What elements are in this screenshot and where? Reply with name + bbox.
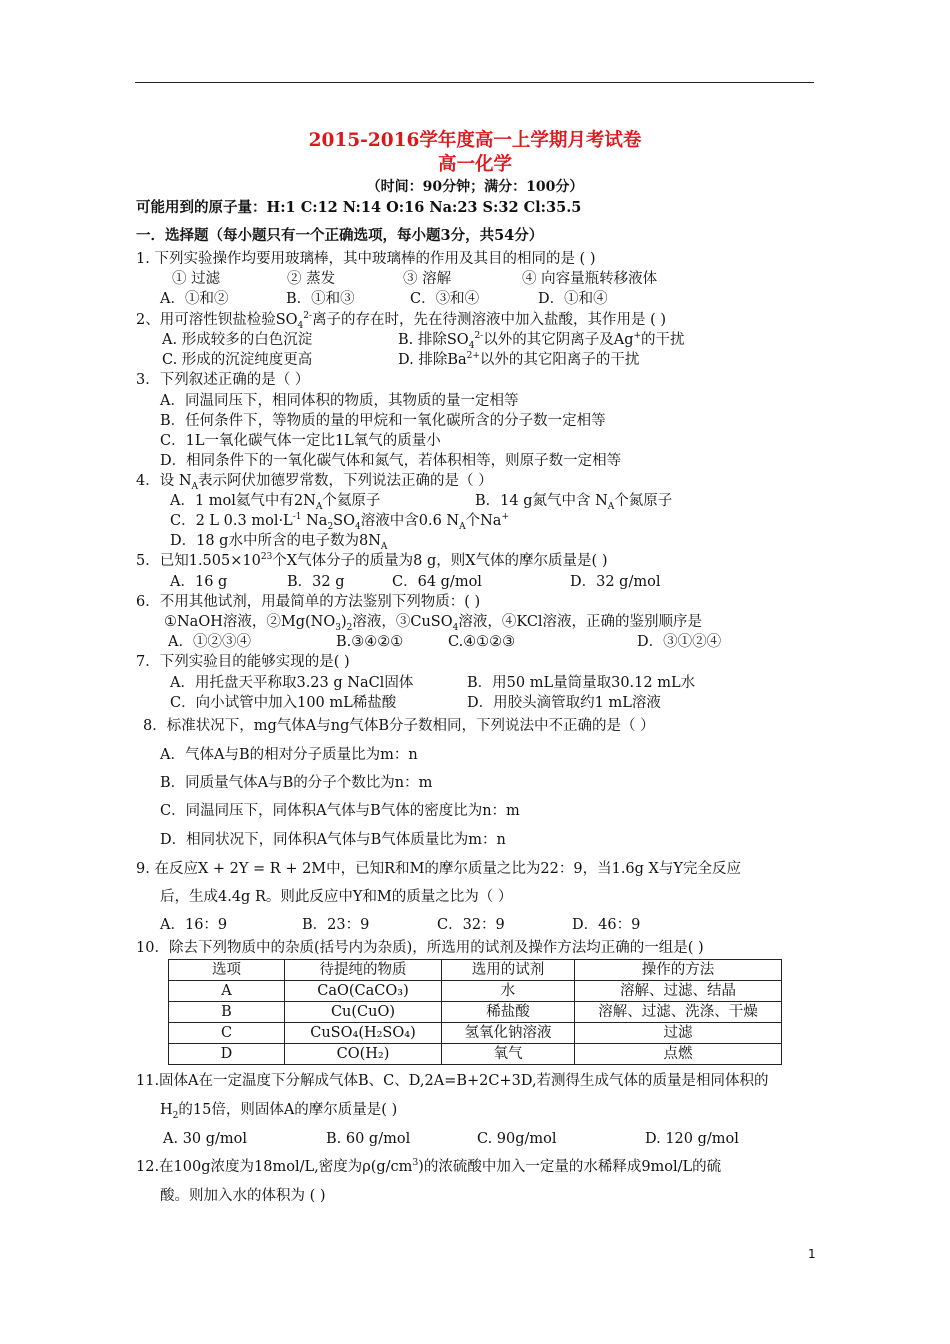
table-cell: A bbox=[169, 981, 285, 1002]
table-row bbox=[169, 1044, 782, 1065]
table-cell: CuSO₄(H₂SO₄) bbox=[285, 1023, 442, 1044]
exam-title: 2015-2016学年度高一上学期月考试卷 bbox=[308, 130, 642, 151]
time-info: （时间：90分钟；满分：100分） bbox=[366, 179, 584, 195]
q3-stem: 3．下列叙述正确的是（ ） bbox=[136, 372, 310, 388]
q11-option-d: D. 120 g/mol bbox=[645, 1131, 739, 1147]
table-header-cell: 操作的方法 bbox=[575, 960, 782, 981]
atomic-masses: 可能用到的原子量：H:1 C:12 N:14 O:16 Na:23 S:32 Cl:35.5 bbox=[136, 199, 582, 216]
table-header-cell: 待提纯的物质 bbox=[285, 960, 442, 981]
q5-option-a: A．16 g bbox=[170, 574, 228, 590]
q2-option-b: B. 排除$SO_4^{2-}$以外的其它阴离子及Ag+的干扰 bbox=[398, 331, 685, 351]
q7-option-d: D．用胶头滴管取约1 mL溶液 bbox=[467, 695, 661, 711]
q5-option-b: B．32 g bbox=[287, 574, 345, 590]
q12-line1: 12.在100g浓度为18mol/L,密度为$\rho(g/cm^3)$的浓硫酸中加入一定量的水稀释成9mol/L的硫 bbox=[136, 1158, 722, 1175]
table-cell: 氧气 bbox=[442, 1044, 575, 1065]
table-cell: 氢氧化钠溶液 bbox=[442, 1023, 575, 1044]
q8-option-c: C．同温同压下，同体积A气体与B气体的密度比为n：m bbox=[160, 803, 520, 819]
table-cell: 水 bbox=[442, 981, 575, 1002]
q7-option-c: C．向小试管中加入100 mL稀盐酸 bbox=[170, 695, 397, 711]
table-header-cell: 选用的试剂 bbox=[442, 960, 575, 981]
q6-option-d: D．③①②④ bbox=[637, 634, 722, 650]
table-cell: CO(H₂) bbox=[285, 1044, 442, 1065]
q9-option-a: A．16：9 bbox=[160, 917, 228, 933]
q6-option-a: A．①②③④ bbox=[168, 634, 251, 650]
q1-option-b: B．①和③ bbox=[286, 291, 355, 307]
q7-option-a: A．用托盘天平称取3.23 g NaCl固体 bbox=[170, 675, 414, 691]
q9-option-c: C．32：9 bbox=[437, 917, 505, 933]
q1-stem: 1. 下列实验操作均要用玻璃棒，其中玻璃棒的作用及其目的相同的是 ( ) bbox=[136, 251, 596, 267]
q5-option-d: D．32 g/mol bbox=[570, 574, 661, 590]
q7-option-b: B．用50 mL量筒量取30.12 mL水 bbox=[467, 675, 696, 691]
table-cell: 过滤 bbox=[575, 1023, 782, 1044]
table-cell: C bbox=[169, 1023, 285, 1044]
q2-option-a: A. 形成较多的白色沉淀 bbox=[162, 332, 313, 348]
q3-option-c: C．1L一氧化碳气体一定比1L氧气的质量小 bbox=[160, 433, 441, 449]
header-rule bbox=[135, 82, 814, 83]
q6-stem: 6．不用其他试剂，用最简单的方法鉴别下列物质：( ) bbox=[136, 594, 481, 610]
q1-item-4: ④ 向容量瓶转移液体 bbox=[522, 271, 658, 287]
q4-option-b: B．14 g氮气中含 $N_A$个氮原子 bbox=[475, 493, 673, 512]
q6-substances: ①NaOH溶液，$②Mg(NO_3)_2$溶液，③CuSO$_4$溶液，④KCl溶液，正确的鉴别顺序是 bbox=[164, 614, 703, 633]
q1-option-a: A．①和② bbox=[160, 291, 229, 307]
table-cell: 溶解、过滤、结晶 bbox=[575, 981, 782, 1002]
q1-option-c: C．③和④ bbox=[410, 291, 480, 307]
q9-line2: 后，生成4.4g R。则此反应中Y和M的质量之比为（ ） bbox=[160, 889, 513, 905]
q2-option-d: D. 排除$Ba^{2+}$以外的其它阳离子的干扰 bbox=[398, 351, 640, 368]
q4-stem: 4．设 $N_A$表示阿伏加德罗常数，下列说法正确的是（ ） bbox=[136, 473, 493, 492]
q3-option-a: A．同温同压下，相同体积的物质，其物质的量一定相等 bbox=[160, 393, 519, 409]
q6-option-c: C.④①②③ bbox=[448, 634, 516, 650]
q6-option-b: B.③④②① bbox=[336, 634, 404, 650]
q12-line2: 酸。则加入水的体积为 ( ) bbox=[160, 1188, 326, 1204]
table-row bbox=[169, 1023, 782, 1044]
q8-stem: 8．标准状况下，mg气体A与ng气体B分子数相同，下列说法中不正确的是（ ） bbox=[143, 718, 655, 734]
q10-stem: 10．除去下列物质中的杂质(括号内为杂质)，所选用的试剂及操作方法均正确的一组是( ) bbox=[136, 940, 704, 956]
q1-item-3: ③ 溶解 bbox=[403, 271, 452, 287]
table-row bbox=[169, 981, 782, 1002]
q11-option-a: A. 30 g/mol bbox=[163, 1131, 248, 1147]
q4-option-a: A．1 mol氦气中有$2N_A$个氦原子 bbox=[170, 493, 381, 512]
table-header-row bbox=[169, 960, 782, 981]
q11-line1: 11.固体A在一定温度下分解成气体B、C、D,2A=B+2C+3D,若测得生成气体的质量是相同体积的 bbox=[136, 1073, 769, 1089]
section-heading: 一．选择题（每小题只有一个正确选项，每小题3分，共54分） bbox=[136, 227, 544, 244]
q9-option-b: B．23：9 bbox=[302, 917, 370, 933]
q8-option-b: B．同质量气体A与B的分子个数比为n：m bbox=[160, 775, 433, 791]
q3-option-b: B．任何条件下，等物质的量的甲烷和一氧化碳所含的分子数一定相等 bbox=[160, 413, 606, 429]
table-cell: CaO(CaCO₃) bbox=[285, 981, 442, 1002]
q1-item-1: ① 过滤 bbox=[172, 271, 221, 287]
q11-option-c: C. 90g/mol bbox=[477, 1131, 557, 1147]
q5-stem: 5．已知$1.505\times 10^{23}$个X气体分子的质量为8 g，则X气体的摩尔质量是( ) bbox=[136, 552, 608, 569]
q7-stem: 7．下列实验目的能够实现的是( ) bbox=[136, 654, 350, 670]
exam-subject: 高一化学 bbox=[437, 154, 512, 175]
table-cell: 稀盐酸 bbox=[442, 1002, 575, 1023]
page-number: 1 bbox=[808, 1247, 816, 1261]
q11-option-b: B. 60 g/mol bbox=[326, 1131, 411, 1147]
q5-option-c: C．64 g/mol bbox=[392, 574, 482, 590]
q8-option-a: A．气体A与B的相对分子质量比为m：n bbox=[160, 747, 418, 763]
q11-line2: $H_2$的15倍，则固体A的摩尔质量是( ) bbox=[160, 1102, 398, 1121]
q9-line1: 9. 在反应X + 2Y = R + 2M中，已知R和M的摩尔质量之比为22：9，当1.6g X与Y完全反应 bbox=[136, 861, 741, 877]
q9-option-d: D．46：9 bbox=[572, 917, 641, 933]
table-cell: B bbox=[169, 1002, 285, 1023]
q2-option-c: C. 形成的沉淀纯度更高 bbox=[162, 352, 313, 368]
q10-table bbox=[168, 959, 782, 1065]
table-cell: D bbox=[169, 1044, 285, 1065]
q8-option-d: D．相同状况下，同体积A气体与B气体质量比为m：n bbox=[160, 832, 506, 848]
table-cell: Cu(CuO) bbox=[285, 1002, 442, 1023]
table-cell: 点燃 bbox=[575, 1044, 782, 1065]
q2-stem: 2、用可溶性钡盐检验$SO_4^{2-}$离子的存在时，先在待测溶液中加入盐酸，其作用是 ( ) bbox=[136, 311, 667, 331]
q3-option-d: D．相同条件下的一氧化碳气体和氮气，若体积相等，则原子数一定相等 bbox=[160, 453, 622, 469]
table-cell: 溶解、过滤、洗涤、干燥 bbox=[575, 1002, 782, 1023]
q4-option-d: D．18 g水中所含的电子数为$8N_A$ bbox=[170, 533, 388, 552]
q1-option-d: D．①和④ bbox=[538, 291, 608, 307]
table-header-cell: 选项 bbox=[169, 960, 285, 981]
q1-item-2: ② 蒸发 bbox=[287, 271, 336, 287]
q4-option-c: C．2 L 0.3 $mol\cdot L^{-1}$ $Na_2SO_4$溶液中含0.6 $N_A$个Na+ bbox=[170, 512, 509, 532]
table-row bbox=[169, 1002, 782, 1023]
